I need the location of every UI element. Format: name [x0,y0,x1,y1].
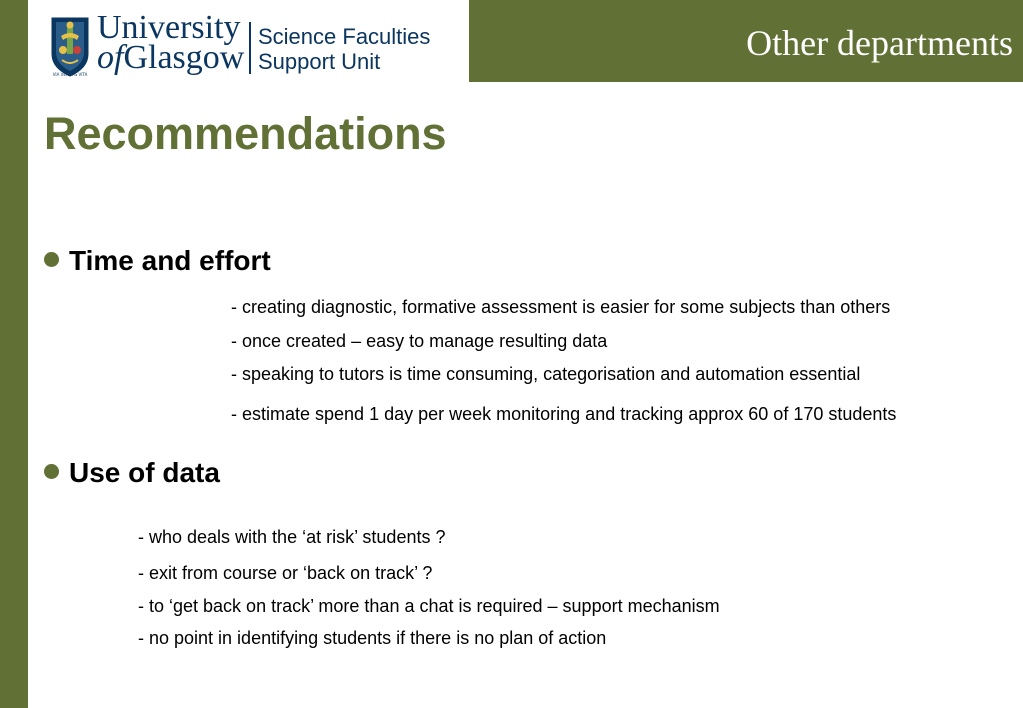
list-item: - creating diagnostic, formative assessment is easier for some subjects than others [231,297,891,317]
university-crest-icon [50,16,90,78]
university-name-line1: University [97,9,241,46]
section-heading-text: Use of data [69,457,220,488]
university-name [97,9,245,76]
unit-name-line2: Support Unit [258,49,381,74]
list-item: - no point in identifying students if there is no plan of action [138,628,607,648]
top-banner [469,0,1023,82]
list-item: - speaking to tutors is time consuming, categorisation and automation essential [231,364,861,384]
university-name-line2 [97,39,245,76]
list-item: - exit from course or ‘back on track’ ? [138,563,433,583]
section-heading-use-of-data [44,457,220,489]
list-item: - who deals with the ‘at risk’ students ? [138,527,446,547]
list-item: - once created – easy to manage resulting data [231,331,608,351]
unit-name-line1: Science Faculties [258,24,431,49]
list-item: - to ‘get back on track’ more than a chat is required – support mechanism [138,596,720,616]
section-heading-text: Time and effort [69,245,271,276]
logo-divider [249,22,251,74]
left-accent-bar [0,0,28,708]
list-item: - estimate spend 1 day per week monitoring and tracking approx 60 of 170 students [231,404,897,424]
bullet-icon [44,252,59,267]
page-title: Recommendations [44,108,447,159]
crest-motto: VIA VERITAS VITA [52,72,88,77]
bullet-icon [44,464,59,479]
unit-name [258,24,430,74]
university-logo [50,9,450,80]
section-heading-time-effort [44,245,271,277]
university-name-of: of [97,39,124,76]
university-name-glasgow: Glasgow [123,39,245,76]
banner-title: Other departments [746,23,1013,63]
